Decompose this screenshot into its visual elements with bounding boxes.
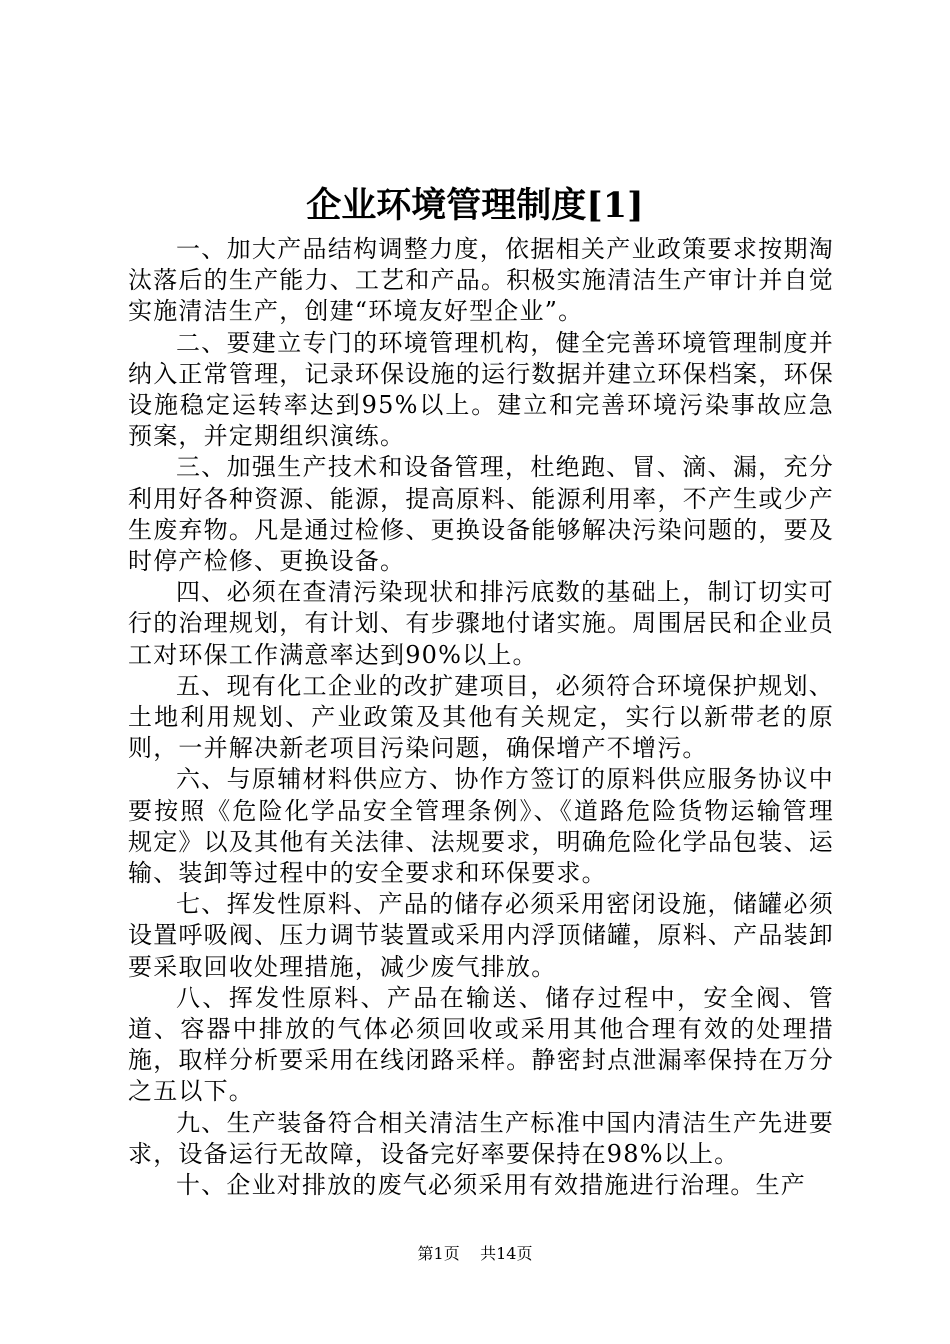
page-number: 第1页 — [417, 1244, 460, 1263]
paragraph-7: 七、挥发性原料、产品的储存必须采用密闭设施，储罐必须设置呼吸阀、压力调节装置或采用内浮顶储罐，原料、产品装卸要采取回收处理措施，减少废气排放。 — [128, 890, 834, 981]
paragraph-6: 六、与原辅材料供应方、协作方签订的原料供应服务协议中要按照《危险化学品安全管理条例》、《道路危险货物运输管理规定》以及其他有关法律、法规要求，明确危险化学品包装、运输、装卸等过程中的安全要求和环保要求。 — [128, 765, 834, 888]
page-total: 共14页 — [480, 1244, 533, 1263]
paragraph-10: 十、企业对排放的废气必须采用有效措施进行治理。生产 — [176, 1171, 806, 1200]
paragraph-2: 二、要建立专门的环境管理机构，健全完善环境管理制度并纳入正常管理，记录环保设施的运行数据并建立环保档案，环保设施稳定运转率达到95%以上。建立和完善环境污染事故应急预案，并定期组织演练。 — [128, 328, 834, 451]
paragraph-4: 四、必须在查清污染现状和排污底数的基础上，制订切实可行的治理规划，有计划、有步骤地付诸实施。周围居民和企业员工对环保工作满意率达到90%以上。 — [128, 578, 834, 669]
paragraph-1: 一、加大产品结构调整力度，依据相关产业政策要求按期淘汰落后的生产能力、工艺和产品。积极实施清洁生产审计并自觉实施清洁生产，创建“环境友好型企业”。 — [128, 235, 834, 326]
page-footer — [0, 1242, 950, 1266]
document-body — [128, 234, 834, 1201]
paragraph-3: 三、加强生产技术和设备管理，杜绝跑、冒、滴、漏，充分利用好各种资源、能源，提高原料、能源利用率，不产生或少产生废弃物。凡是通过检修、更换设备能够解决污染问题的，要及时停产检修、更换设备。 — [128, 453, 834, 576]
paragraph-5: 五、现有化工企业的改扩建项目，必须符合环境保护规划、土地利用规划、产业政策及其他有关规定，实行以新带老的原则，一并解决新老项目污染问题，确保增产不增污。 — [128, 671, 834, 763]
paragraph-8: 八、挥发性原料、产品在输送、储存过程中，安全阀、管道、容器中排放的气体必须回收或采用其他合理有效的处理措施，取样分析要采用在线闭路采样。静密封点泄漏率保持在万分之五以下。 — [128, 983, 834, 1106]
paragraph-9: 九、生产装备符合相关清洁生产标准中国内清洁生产先进要求，设备运行无故障，设备完好率要保持在98%以上。 — [128, 1108, 834, 1168]
document-title: 企业环境管理制度[1] — [306, 185, 644, 226]
